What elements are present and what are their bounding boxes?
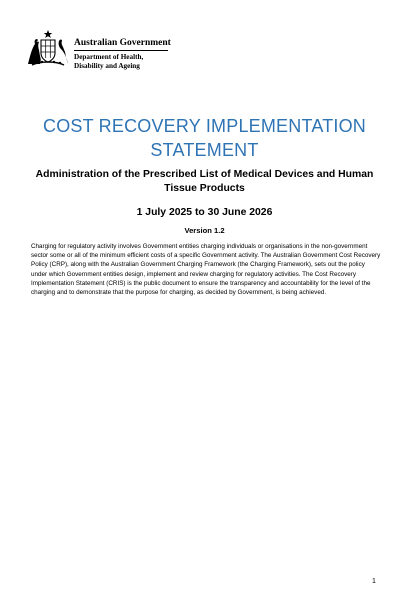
document-subtitle	[20, 168, 389, 195]
document-title-line2: STATEMENT	[150, 140, 259, 160]
logo-text	[74, 38, 171, 71]
document-version: Version 1.2	[184, 226, 225, 235]
reporting-period: 1 July 2025 to 30 June 2026	[136, 207, 273, 218]
page-number: 1	[372, 578, 376, 585]
department-name-line1: Department of Health,	[74, 53, 144, 62]
intro-paragraph: Charging for regulatory activity involves Government entities charging individuals or organisations in the non-government sector some or all of the minimum efficient costs of a specific Government activity. The Australian Government Cost Recovery Policy (CRP), along with the Australian Government Charging Framework (the Charging Framework), sets out the policy under which Government entities design, implement and review charging for regulatory activities. The Cost Recovery Implementation Statement (CRIS) is the public document to ensure the transparency and accountability for the level of the charging and to demonstrate that the purpose for charging, as decided by Government, is being achieved.	[31, 243, 381, 297]
coat-of-arms-icon	[26, 30, 70, 68]
department-name-line2: Disability and Ageing	[74, 62, 140, 71]
document-title-line1: COST RECOVERY IMPLEMENTATION	[43, 116, 366, 136]
document-title	[20, 114, 389, 162]
document-subtitle-line2: Tissue Products	[164, 182, 245, 194]
document-subtitle-line1: Administration of the Prescribed List of Medical Devices and Human	[35, 169, 374, 180]
australian-government-logo	[26, 30, 176, 74]
government-name: Australian Government	[74, 38, 168, 51]
